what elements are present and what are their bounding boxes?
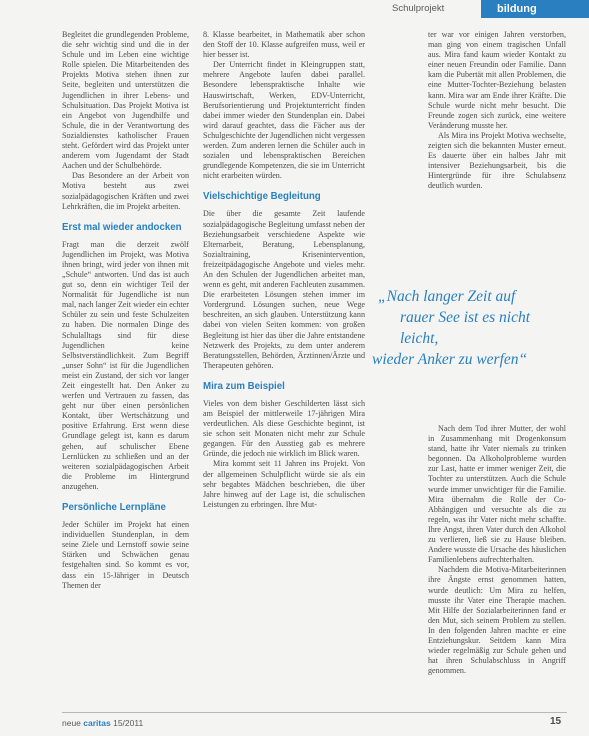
paragraph: Mira kommt seit 11 Jahren ins Projekt. Von der allgemeinen Schulpflicht würde sie als ein sehr begabtes Mädchen beschrieben, die über Jahre hinweg auf der Lage ist, die schulischen Leistungen zu erbringen. Ihre Mut- (203, 459, 365, 509)
paragraph: Als Mira ins Projekt Motiva wechselte, zeigten sich die bekannten Muster erneut. Es dauerte über ein halbes Jahr mit intensiver Beziehungsarbeit, bis die Hintergründe für ihre Schulabsenz deutlich wurden. (428, 130, 566, 191)
section-heading: Erst mal wieder andocken (62, 221, 182, 233)
page-number: 15 (550, 716, 562, 727)
text-column-middle (203, 30, 365, 510)
section-label: Schulprojekt (392, 3, 445, 14)
pull-quote (372, 286, 572, 370)
paragraph: Nachdem die Motiva-Mitarbeiterinnen ihre Ängste ernst genommen hatten, wurde deutlich: Um Mira zu helfen, musste ihr Vater eine Therapie machen. Mit Hilfe der Sozialarbeiterinnen fand er den Mut, sich seinem Problem zu stellen. In den folgenden Jahren machte er eine Entziehungskur. Seitdem kann Mira wieder regelmäßig zur Schule gehen und hat ihren Schulabschluss in Angriff genommen. (428, 565, 566, 676)
pull-quote-line: rauer See ist es nicht leicht, (400, 309, 531, 347)
paragraph: Nach dem Tod ihrer Mutter, der wohl in Zusammenhang mit Drogenkonsum stand, hatte ihr Vater niemals zu trinken begonnen. Da Alkoholprobleme wurden zur Last, hatte er immer weniger Zeit, die Tochter zu unterstützen. Auch die Schule wurde immer unwichtiger für die Familie. Mira übernahm die Rolle der Co-Abhängigen und versuchte als die zu regeln, was ihr Vater nicht mehr schaffte. Ihre Angst, ihren Vater durch den Alkohol zu verlieren, ließ sie zu Hause bleiben. Andere wusste die Ursache des häuslichen Familienlebens aufrechterhalten. (428, 424, 566, 565)
paragraph: ter war vor einigen Jahren verstorben, man ging von einem tragischen Unfall aus. Mira fand kaum wieder Kontakt zu einer neuen Freundin oder Familie. Dann kam die Pubertät mit allen Problemen, die eine Mutter-Tochter-Beziehung belasten kann. Mira war am Ende ihrer Kräfte. Die Schule wurde nicht mehr besucht. Die Freunde zogen sich zurück, eine weitere Veränderung musste her. (428, 30, 566, 130)
paragraph: Fragt man die derzeit zwölf Jugendlichen im Projekt, was Motiva ihnen bringt, wird jeder von ihnen mit „Schule“ antworten. Und das ist auch gut so, denn ein wichtiger Teil der Normalität für Jugendliche ist nun mal, nach langer Zeit wieder ein echter Schüler zu sein und feste Schulzeiten zu haben. Die normalen Dinge des Schulalltags sind für diese Jugendlichen keine Selbstverständlichkeit. Zum Begriff „unser Sohn“ ist für die Jugendlichen meist ein Zustand, der sich vor langer Zeit eingestellt hat. Den Anker zu werfen und Vertrauen zu fassen, das geht nur über einen persönlichen Kontakt, über Wertschätzung und positive Erfahrung. Erst wenn diese Grundlage gelegt ist, kann es darum gehen, auf schulischer Ebene Lernlücken zu schließen und an der weiteren sozialpädagogischen Arbeit die Probleme im Hintergrund anzugehen. (62, 239, 189, 491)
publication-brand: caritas (83, 718, 111, 728)
pull-quote-line: wieder Anker zu werfen“ (372, 351, 528, 368)
text-column-right-bottom (428, 424, 566, 676)
section-heading: Persönliche Lernpläne (62, 502, 166, 514)
paragraph: 8. Klasse bearbeitet, in Mathematik aber schon den Stoff der 10. Klasse aufgreifen muss, weil er hier besser ist. (203, 30, 365, 60)
text-column-right-top (428, 30, 566, 192)
publication-prefix: neue (62, 718, 81, 728)
paragraph: Jeder Schüler im Projekt hat einen individuellen Stundenplan, in dem seine Ziele und Lernstoff sowie seine Stärken und Schwächen genau festgehalten sind. So kommt es vor, dass ein 15-Jähriger in Deutsch Themen der (62, 520, 189, 590)
paragraph: Die über die gesamte Zeit laufende sozialpädagogische Begleitung umfasst neben der Beziehungsarbeit verschiedene Aspekte wie Elternarbeit, Beratung, Lebensplanung, Sozialtraining, Krisenintervention, freizeitpädagogische Angebote und vieles mehr. An den Schulen der Jugendlichen arbeitet man, wenn es geht, mit anderen Fachleuten zusammen. Die erarbeiteten Lösungen stehen immer im Vordergrund. Lösungen suchen, neue Wege beschreiten, an sich glauben. Unterstützung kann dabei von vielen Seiten kommen: von großen Begleitung ist hier das über die Jahre entstandene Netzwerk des Projekts, zu dem unter anderem Beratungsstellen, Behörden, Ärztinnen/Ärzte und Therapeuten gehören. (203, 209, 365, 370)
paragraph: Das Besondere an der Arbeit von Motiva besteht aus zwei sozialpädagogischen Kräften und zwei Lehrkräften, die im Projekt arbeiten. (62, 171, 189, 211)
paragraph: Vieles von dem bisher Geschilderten lässt sich am Beispiel der mittlerweile 17-jährigen Mira verdeutlichen. Als diese Geschichte beginnt, ist sie schon seit Monaten nicht mehr zur Schule gegangen. Für den Ausstieg gab es mehrere Gründe, die jedoch nie wirklich im Blick waren. (203, 398, 365, 459)
page-header (0, 0, 589, 22)
footer-divider (62, 712, 567, 713)
section-heading: Vielschichtige Begleitung (203, 191, 321, 203)
pull-quote-line: „Nach langer Zeit auf (378, 288, 516, 305)
publication-issue: 15/2011 (113, 718, 144, 728)
footer-publication (62, 718, 143, 728)
category-tab: bildung (481, 0, 589, 18)
paragraph: Der Unterricht findet in Kleingruppen statt, mehrere Angebote laufen dabei parallel. Besondere lebenspraktische Inhalte wie Hauswirtschaft, Werken, EDV-Unterricht, Berufsorientierung und Projektunterricht finden dabei immer wieder den Stundenplan ein. Dabei wird darauf geachtet, dass die Fächer aus der Schulgeschichte der Jugendlichen nicht vergessen werden. Zum anderen lernen die Schüler auch in sozialen und lebenspraktischen Bereichen grundlegende Kompetenzen, die sie im Unterricht nicht erarbeiten würden. (203, 60, 365, 181)
paragraph: Begleitet die grundlegenden Probleme, die sehr wichtig sind und die in der Schule und im Leben eine wichtige Rolle spielen. Die Mitarbeitenden des Projekts Motiva stehen ihnen zur Seite, begleiten und unterstützen die Jugendlichen in ihrer Lebens- und Schulsituation. Das Projekt Motiva ist ein Angebot von Jugendhilfe und Schule, die in der Verantwortung des Sozialdienstes katholischer Frauen steht. Gefördert wird das Projekt unter anderem vom Jugendamt der Stadt Aachen und der Schulbehörde. (62, 30, 189, 171)
text-column-left (62, 30, 189, 591)
section-heading: Mira zum Beispiel (203, 380, 285, 392)
